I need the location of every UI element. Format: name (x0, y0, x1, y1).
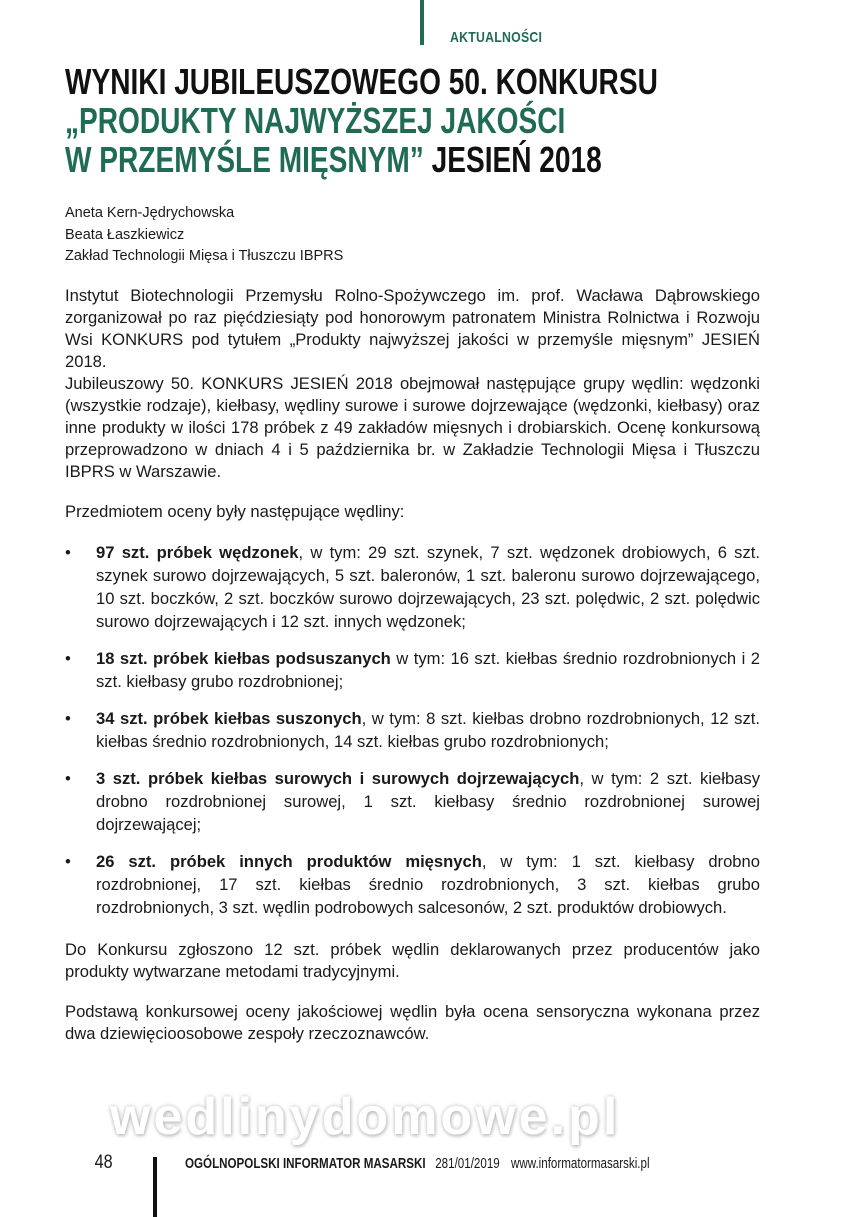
list-item (65, 767, 760, 836)
list-item-text: , w tym: 29 szt. szynek, 7 szt. wędzonek drobiowych, 6 szt. szynek surowo dojrzewających, 5 szt. baleronów, 1 szt. baleronu surowo dojrzewającego, 10 szt. boczków, 2 szt. boczków surowo dojrzewających, 23 szt. polędwic, 2 szt. polędwic surowo dojrzewających i 12 szt. innych wędzonek; (96, 543, 760, 631)
list-item-text: , w tym: 8 szt. kiełbas drobno rozdrobnionych, 12 szt. kiełbas średnio rozdrobnionych, 14 szt. kiełbas grubo rozdrobnionych; (96, 709, 760, 751)
author: Aneta Kern-Jędrychowska (65, 205, 235, 221)
list-item (65, 850, 760, 919)
list-item-bold: 34 szt. próbek kiełbas suszonych (96, 709, 362, 728)
website-link[interactable]: www.informatormasarski.pl (510, 1156, 650, 1172)
paragraph: Przedmiotem oceny były następujące wędliny: (65, 502, 405, 521)
footer-divider (153, 1157, 157, 1217)
watermark: wedlinydomowe.pl (110, 1088, 621, 1146)
list-item-bold: 18 szt. próbek kiełbas podsuszanych (96, 649, 391, 668)
bullet-icon: • (65, 709, 71, 728)
author: Beata Łaszkiewicz (65, 226, 185, 243)
list-item-bold: 97 szt. próbek wędzonek (96, 543, 299, 562)
paragraph: Jubileuszowy 50. KONKURS JESIEŃ 2018 obejmował następujące grupy wędlin: wędzonki (wszystkie rodzaje), kiełbasy, wędliny surowe i surowe dojrzewające (wędzonki, kiełbasy) oraz inne produkty w ilości 178 próbek z 49 zakładów mięsnych i drobiarskich. Ocenę konkursową przeprowadzono w dniach 4 i 5 października br. w Zakładzie Technologii Mięsa i Tłuszczu IBPRS w Warszawie. (65, 374, 760, 481)
list-item-bold: 3 szt. próbek kiełbas surowych i surowych dojrzewających (96, 769, 580, 788)
magazine-name: OGÓLNOPOLSKI INFORMATOR MASARSKI (185, 1156, 426, 1172)
issue-number: 281/01/2019 (435, 1156, 500, 1172)
list-item-text: w tym: 16 szt. kiełbas średnio rozdrobnionych i 2 szt. kiełbasy grubo rozdrobnionej; (96, 649, 760, 691)
bullet-icon: • (65, 543, 71, 562)
article-body (65, 285, 760, 1045)
list-item-text: , w tym: 1 szt. kiełbasy drobno rozdrobnionej, 17 szt. kiełbas średnio rozdrobnionych, 3 szt. kiełbas grubo rozdrobnionych, 3 szt. wędlin podrobowych salcesonów, 2 szt. produktów drobiowych. (96, 852, 760, 917)
list-item (65, 647, 760, 693)
authors (65, 203, 343, 268)
bullet-icon: • (65, 649, 71, 668)
paragraph: Do Konkursu zgłoszono 12 szt. próbek wędlin deklarowanych przez producentów jako produkty wytwarzane metodami tradycyjnymi. (65, 940, 760, 981)
section-label: AKTUALNOŚCI (450, 29, 543, 46)
list-item-bold: 26 szt. próbek innych produktów mięsnych (96, 852, 482, 871)
sample-list (65, 541, 760, 919)
section-divider (420, 0, 424, 45)
bullet-icon: • (65, 852, 71, 871)
bullet-icon: • (65, 769, 71, 788)
list-item-text: , w tym: 2 szt. kiełbasy drobno rozdrobnionej surowej, 1 szt. kiełbasy średnio rozdrobnionej surowej dojrzewającej; (96, 769, 760, 834)
page-number: 48 (94, 1152, 113, 1173)
paragraph: Podstawą konkursowej oceny jakościowej wędlin była ocena sensoryczna wykonana przez dwa dziewięcioosobowe zespoły rzeczoznawców. (65, 1002, 760, 1043)
title-line-1: WYNIKI JUBILEUSZOWEGO 50. KONKURSU (65, 61, 658, 102)
title-line-2: „PRODUKTY NAJWYŻSZEJ JAKOŚCI (65, 100, 566, 141)
title-line-3-green: W PRZEMYŚLE MIĘSNYM” (65, 139, 424, 180)
list-item (65, 541, 760, 633)
affiliation: Zakład Technologii Mięsa i Tłuszczu IBPRS (65, 248, 344, 264)
article-title (65, 62, 767, 179)
paragraph: Instytut Biotechnologii Przemysłu Rolno-Spożywczego im. prof. Wacława Dąbrowskiego zorganizował po raz pięćdziesiąty pod honorowym patronatem Ministra Rolnictwa i Rozwoju Wsi KONKURS pod tytułem „Produkty najwyższej jakości w przemyśle mięsnym” JESIEŃ 2018. (65, 286, 760, 371)
list-item (65, 707, 760, 753)
title-line-3-black: JESIEŃ 2018 (423, 139, 602, 180)
